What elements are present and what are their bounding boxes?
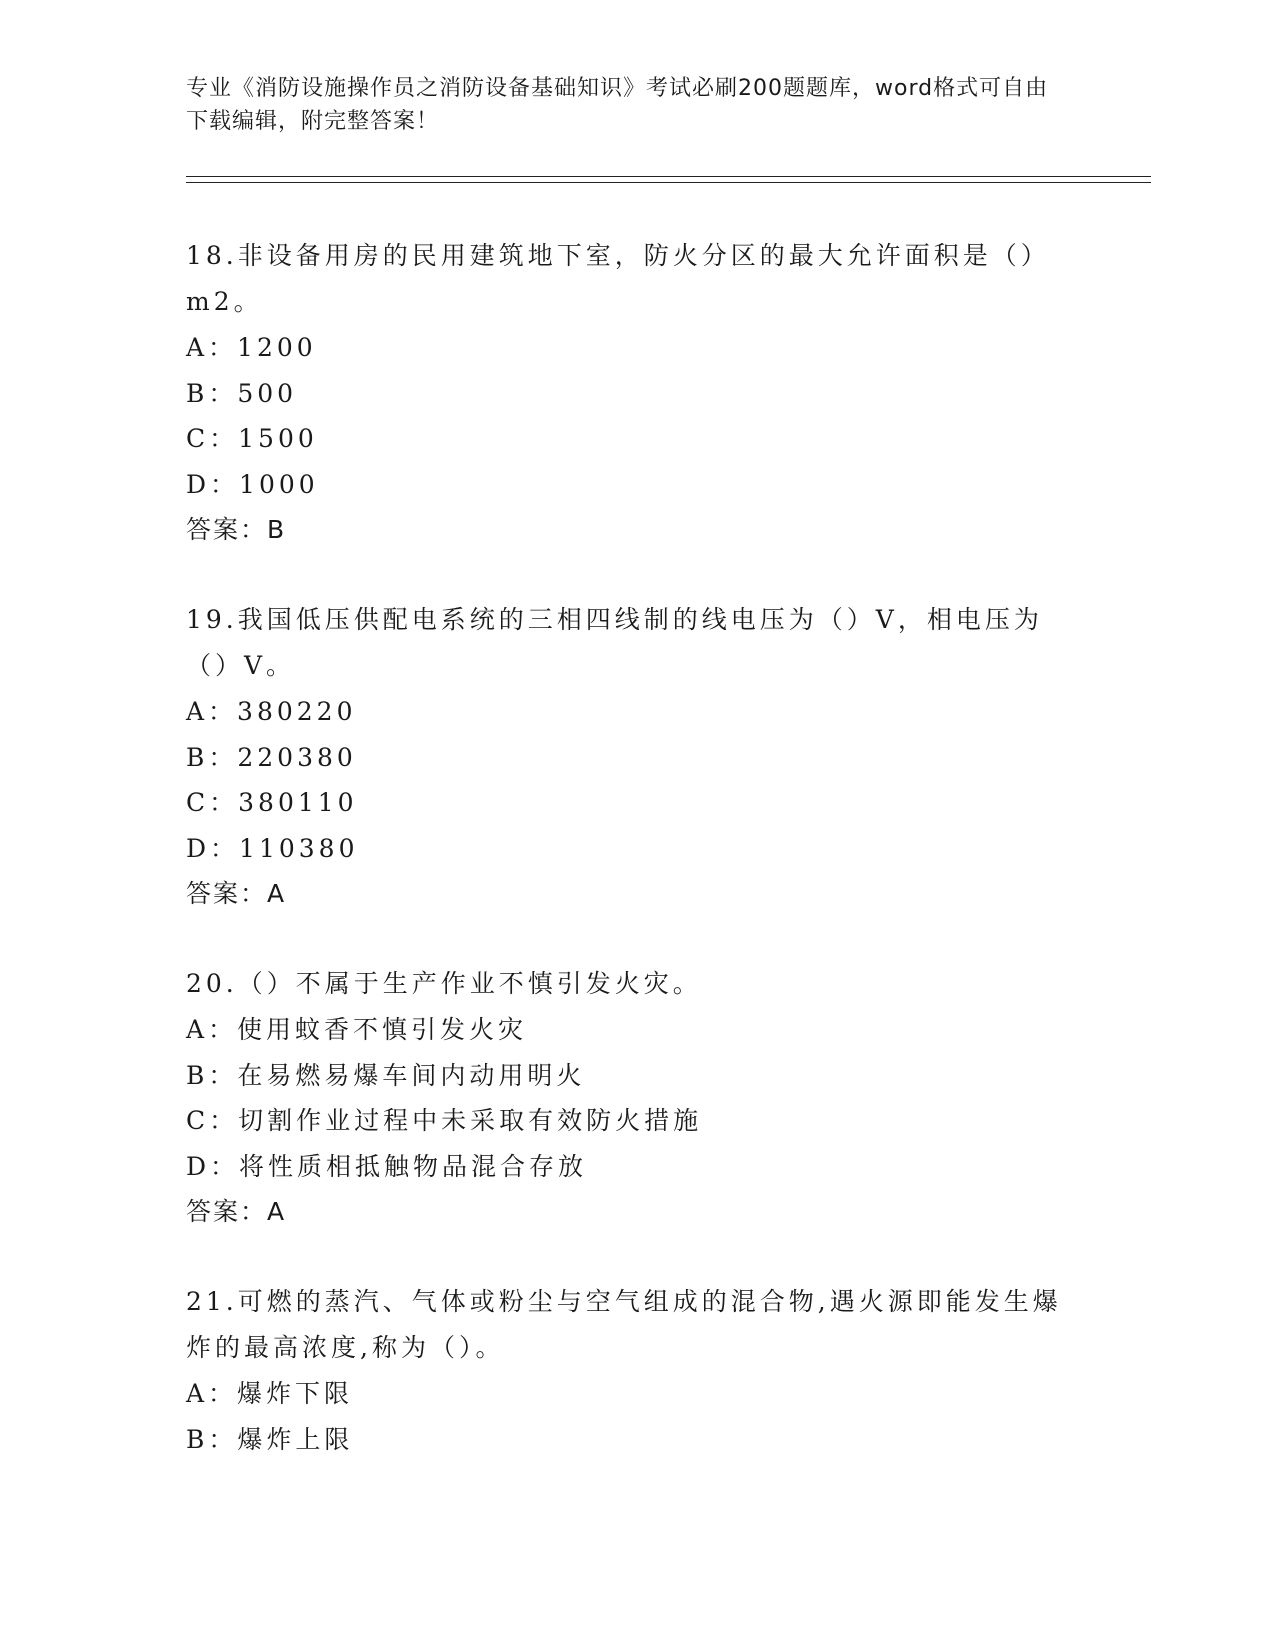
option-d: D：110380 <box>186 833 359 863</box>
option-c: C：切割作业过程中未采取有效防火措施 <box>186 1106 703 1135</box>
question-18 <box>186 233 1086 553</box>
answer: 答案：A <box>186 1197 287 1226</box>
header-title: 专业《消防设施操作员之消防设备基础知识》考试必刷200题题库，word格式可自由下载编辑，附完整答案！ <box>186 76 1049 134</box>
option-a: A：1200 <box>186 333 317 362</box>
option-a: A：380220 <box>186 697 357 726</box>
question-text: 20.（）不属于生产作业不慎引发火灾。 <box>186 969 702 998</box>
option-b: B：爆炸上限 <box>186 1424 354 1454</box>
question-text: 21.可燃的蒸汽、气体或粉尘与空气组成的混合物,遇火源即能发生爆炸的最高浓度,称为（）。 <box>186 1287 1062 1362</box>
answer: 答案：B <box>186 515 287 544</box>
option-a: A：爆炸下限 <box>186 1379 354 1408</box>
option-b: B：220380 <box>186 742 357 772</box>
question-20 <box>186 961 1086 1235</box>
option-b: B：在易燃易爆车间内动用明火 <box>186 1060 586 1090</box>
option-d: D：将性质相抵触物品混合存放 <box>186 1151 588 1181</box>
option-c: C：380110 <box>186 788 358 817</box>
option-c: C：1500 <box>186 424 318 453</box>
document-header <box>186 72 1066 138</box>
answer: 答案：A <box>186 879 287 908</box>
option-d: D：1000 <box>186 469 319 499</box>
option-b: B：500 <box>186 378 298 408</box>
header-divider-bottom <box>186 182 1151 183</box>
question-21 <box>186 1279 1086 1462</box>
header-divider-top <box>186 176 1151 177</box>
question-text: 18.非设备用房的民用建筑地下室，防火分区的最大允许面积是（）m2。 <box>186 241 1050 316</box>
option-a: A：使用蚊香不慎引发火灾 <box>186 1015 528 1044</box>
question-text: 19.我国低压供配电系统的三相四线制的线电压为（）V，相电压为（）V。 <box>186 605 1043 680</box>
question-19 <box>186 597 1086 917</box>
